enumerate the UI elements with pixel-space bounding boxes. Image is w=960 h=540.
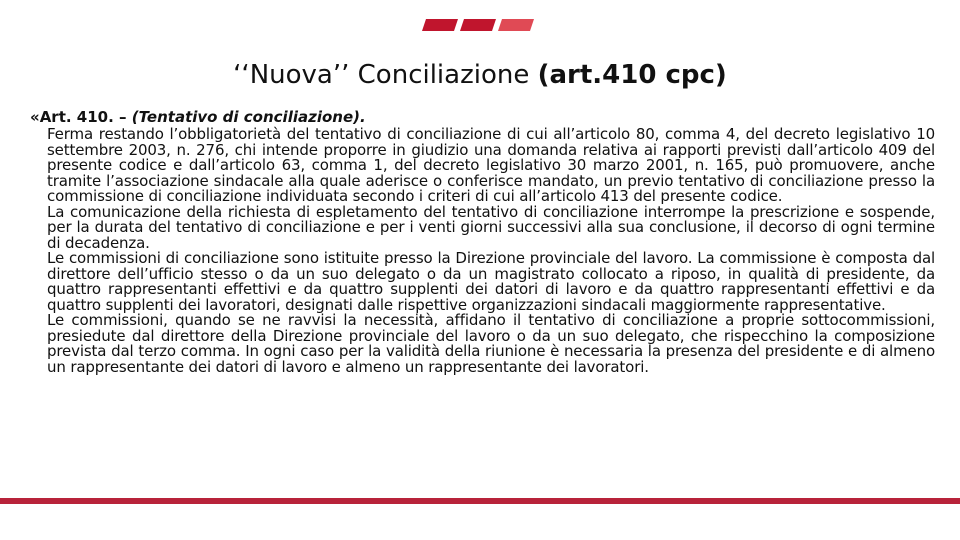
article-number: «Art. 410. – <box>30 108 127 126</box>
article-paragraph-2: La comunicazione della richiesta di espletamento del tentativo di conciliazione interrompe la prescrizione e sospende, per la durata del tentativo di conciliazione e per i venti giorni successivi alla sua conclusione, il decorso di ogni termine di decadenza. <box>47 202 935 252</box>
page-title-reference: (art.410 cpc) <box>537 60 727 90</box>
decorative-bars-logo <box>422 19 534 31</box>
article-content <box>30 108 935 375</box>
page-title-main: ‘‘Nuova’’ Conciliazione <box>233 60 530 90</box>
decorative-bar-1 <box>422 19 458 31</box>
page-title <box>0 58 960 92</box>
article-subject: (Tentativo di conciliazione). <box>131 108 366 126</box>
footer-accent-bar <box>0 498 960 504</box>
article-paragraph-4: Le commissioni, quando se ne ravvisi la necessità, affidano il tentativo di conciliazione a proprie sottocommissioni, presiedute dal direttore della Direzione provinciale del lavoro o da un suo delegato, che rispecchino la composizione prevista dal terzo comma. In ogni caso per la validità della riunione è necessaria la presenza del presidente e di almeno un rappresentante dei datori di lavoro e almeno un rappresentante dei lavoratori. <box>47 311 935 376</box>
article-paragraph-1: Ferma restando l’obbligatorietà del tentativo di conciliazione di cui all’articolo 80, comma 4, del decreto legislativo 10 settembre 2003, n. 276, chi intende proporre in giudizio una domanda relativa ai rapporti previsti dall’articolo 409 del presente codice e dall’articolo 63, comma 1, del decreto legislativo 30 marzo 2001, n. 165, può promuovere, anche tramite l’associazione sindacale alla quale aderisce o conferisce mandato, un previo tentativo di conciliazione presso la commissione di conciliazione individuata secondo i criteri di cui all’articolo 413 del presente codice. <box>47 125 935 205</box>
article-paragraph-3: Le commissioni di conciliazione sono istituite presso la Direzione provinciale del lavoro. La commissione è composta dal direttore dell’ufficio stesso o da un suo delegato o da un magistrato collocato a riposo, in qualità di presidente, da quattro rappresentanti effettivi e da quattro supplenti dei datori di lavoro e da quattro rappresentanti effettivi e da quattro supplenti dei lavoratori, designati dalle rispettive organizzazioni sindacali maggiormente rappresentative. <box>47 249 935 314</box>
decorative-bar-2 <box>460 19 496 31</box>
decorative-bar-3 <box>498 19 534 31</box>
